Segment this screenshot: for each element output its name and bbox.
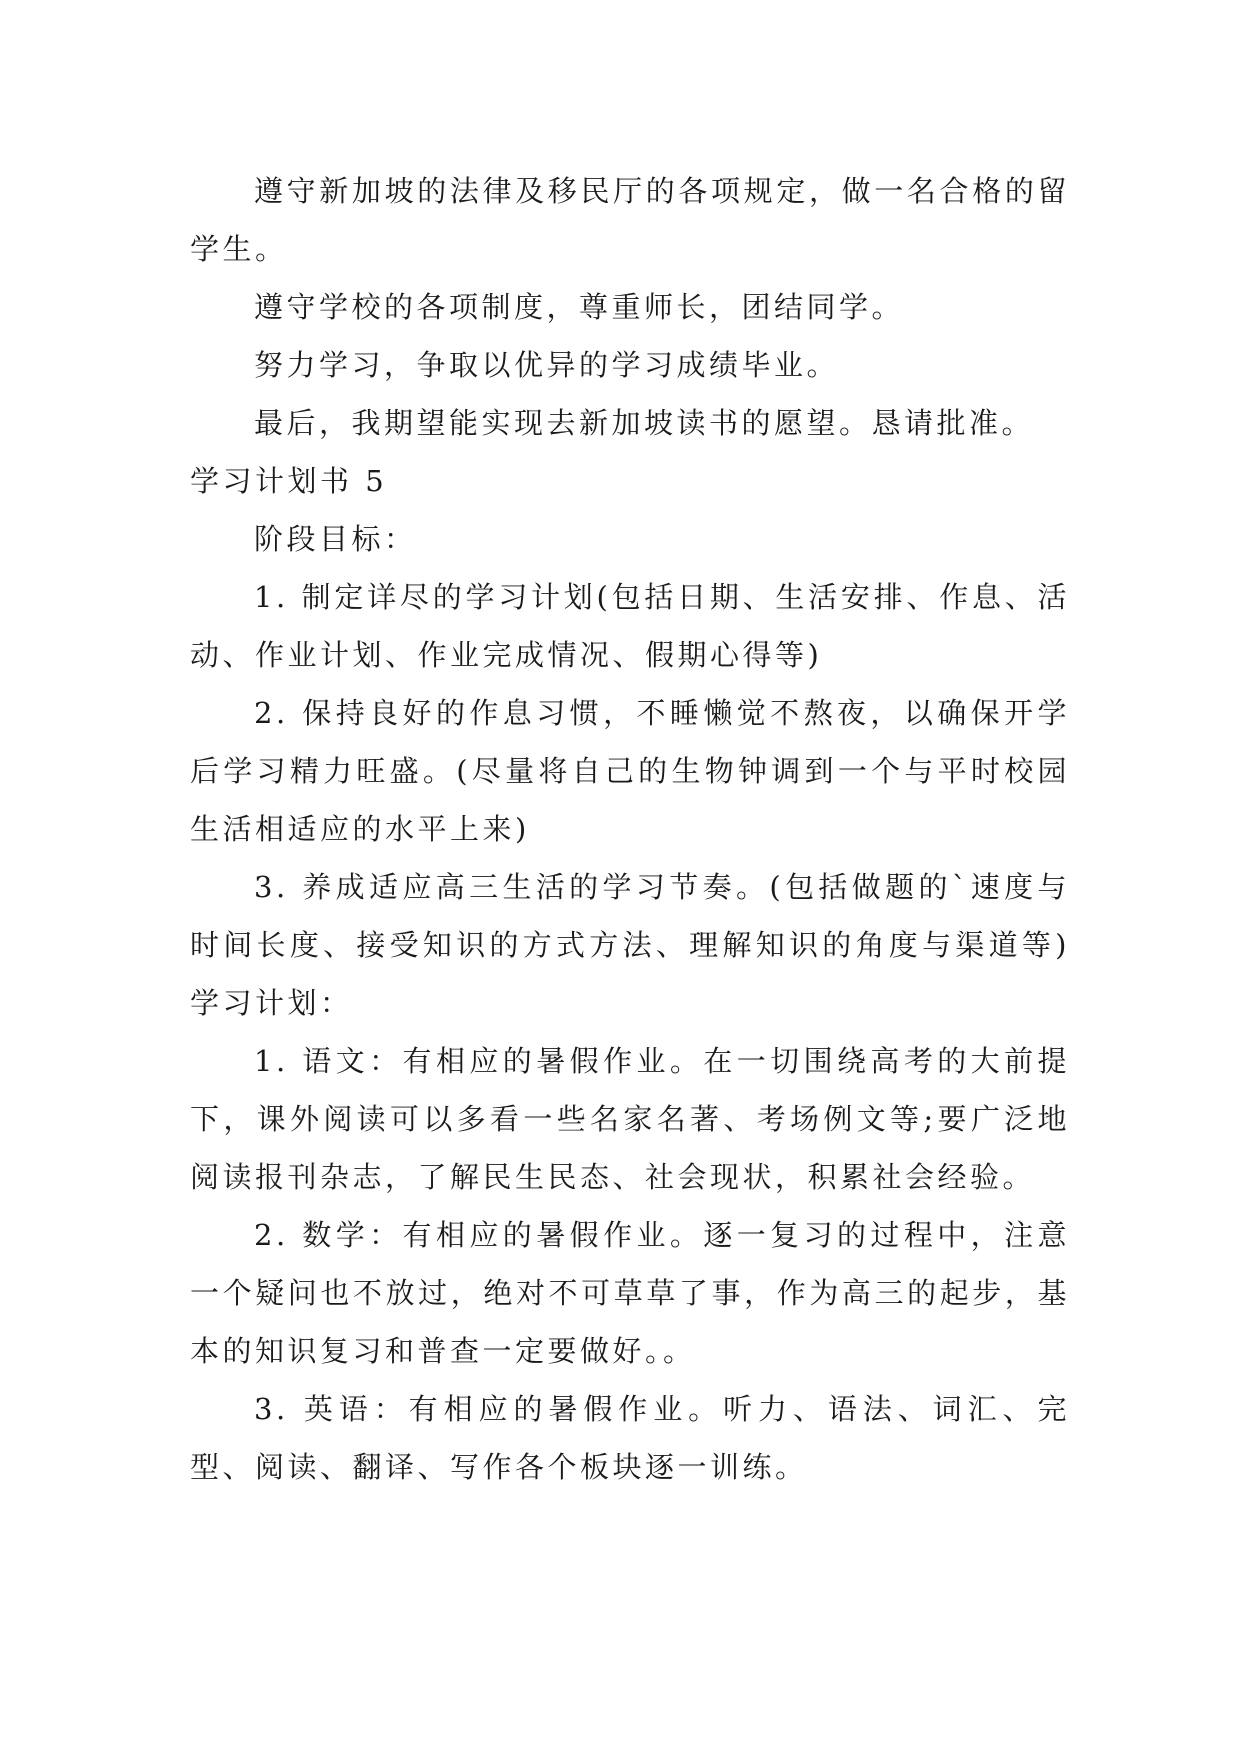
list-item-plan-chinese: 1. 语文：有相应的暑假作业。在一切围绕高考的大前提下，课外阅读可以多看一些名家名著、考场例文等;要广泛地阅读报刊杂志，了解民生民态、社会现状，积累社会经验。	[190, 1044, 1070, 1194]
paragraph-obey-law: 遵守新加坡的法律及移民厅的各项规定，做一名合格的留学生。	[190, 174, 1070, 266]
paragraph-closing: 最后，我期望能实现去新加坡读书的愿望。恳请批准。	[254, 406, 1035, 440]
paragraph-obey-school: 遵守学校的各项制度，尊重师长，团结同学。	[254, 290, 905, 324]
list-item-goal-3: 3. 养成适应高三生活的学习节奏。(包括做题的`速度与时间长度、接受知识的方式方法、理解知识的角度与渠道等) 学习计划：	[190, 870, 1070, 1020]
list-item-goal-1: 1. 制定详尽的学习计划(包括日期、生活安排、作息、活动、作业计划、作业完成情况、假期心得等)	[190, 580, 1070, 672]
paragraph-study-hard: 努力学习，争取以优异的学习成绩毕业。	[254, 348, 840, 382]
list-item-plan-english: 3. 英语：有相应的暑假作业。听力、语法、词汇、完型、阅读、翻译、写作各个板块逐一训练。	[190, 1392, 1070, 1484]
list-item-goal-2: 2. 保持良好的作息习惯，不睡懒觉不熬夜，以确保开学后学习精力旺盛。(尽量将自己的生物钟调到一个与平时校园生活相适应的水平上来)	[190, 696, 1070, 846]
document-body	[190, 162, 1070, 1496]
list-item-plan-math: 2. 数学：有相应的暑假作业。逐一复习的过程中，注意一个疑问也不放过，绝对不可草草了事，作为高三的起步，基本的知识复习和普查一定要做好。。	[190, 1218, 1070, 1368]
section-heading: 学习计划书 5	[190, 464, 388, 498]
paragraph-stage-goals: 阶段目标：	[254, 522, 417, 556]
